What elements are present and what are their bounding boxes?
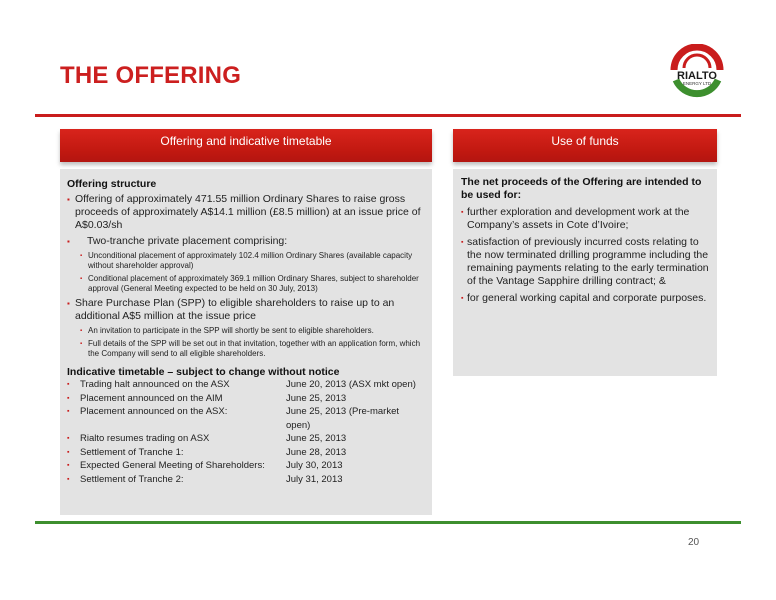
timetable-event: ▪ Rialto resumes trading on ASX — [80, 433, 210, 444]
timetable-event: ▪ Placement announced on the ASX: — [80, 406, 228, 417]
page-number: 20 — [688, 537, 700, 548]
offering-sub-bullet: ▪ Unconditional placement of approximately 102.4 million Ordinary Shares (available capacity without shareholder approval) — [67, 251, 425, 271]
timetable-date: June 25, 2013 — [286, 392, 347, 404]
offering-panel — [60, 169, 432, 515]
offering-bullet: ▪ Two-tranche private placement comprising: — [67, 235, 425, 248]
timetable-event: ▪ Trading halt announced on the ASX — [80, 379, 230, 390]
logo-wordmark: RIALTO — [677, 70, 717, 82]
use-of-funds-panel — [453, 169, 717, 376]
offering-sub-bullet: ▪ Conditional placement of approximately 369.1 million Ordinary Shares, subject to shareholder approval (General Meeting expected to be held on 30 July, 2013) — [67, 274, 425, 294]
timetable-date: July 31, 2013 — [286, 473, 343, 485]
use-of-funds-header: Use of funds — [453, 129, 717, 162]
timetable-date: June 25, 2013 — [286, 433, 347, 444]
timetable-event: ▪ Expected General Meeting of Shareholders: — [80, 460, 265, 471]
timetable-heading: Indicative timetable – subject to change without notice — [67, 366, 340, 378]
offering-timetable-header: Offering and indicative timetable — [60, 129, 432, 162]
timetable-event: ▪ Placement announced on the AIM — [80, 392, 223, 404]
offering-bullet: ▪ Offering of approximately 471.55 million Ordinary Shares to raise gross proceeds of approximately A$14.1 million (£8.5 million) at an issue price of A$0.03/sh — [67, 193, 425, 232]
rialto-logo — [664, 44, 730, 104]
timetable-event: ▪ Settlement of Tranche 1: — [80, 446, 184, 458]
offering-structure-heading: Offering structure — [67, 178, 157, 190]
offering-bullet: ▪ Share Purchase Plan (SPP) to eligible shareholders to raise up to an additional A$5 million at the issue price — [67, 297, 425, 323]
timetable-row — [67, 405, 425, 432]
timetable-row — [67, 473, 425, 487]
timetable-list — [67, 378, 425, 486]
offering-sub-bullet: ▪ An invitation to participate in the SPP will shortly be sent to eligible shareholders. — [67, 326, 425, 336]
timetable-row — [67, 392, 425, 406]
timetable-row — [67, 459, 425, 473]
use-of-funds-bullet: ▪ satisfaction of previously incurred costs relating to the now terminated drilling programme including the remaining payments relating to the early termination of the Vantage Sapphire drilling contract; & — [461, 236, 710, 288]
use-of-funds-heading: The net proceeds of the Offering are intended to be used for: — [461, 176, 702, 201]
timetable-date: June 28, 2013 — [286, 446, 347, 458]
logo-subtitle: ENERGY LTD — [682, 81, 712, 86]
use-of-funds-bullet: ▪ for general working capital and corporate purposes. — [461, 292, 710, 305]
offering-sub-bullet: ▪ Full details of the SPP will be set out in that invitation, together with an application form, which the Company will send to all eligible shareholders. — [67, 339, 425, 359]
header-divider — [35, 114, 741, 117]
timetable-date: June 20, 2013 (ASX mkt open) — [286, 379, 416, 390]
timetable-date: July 30, 2013 — [286, 460, 343, 471]
footer-divider — [35, 521, 741, 524]
timetable-date: June 25, 2013 (Pre-market open) — [286, 406, 400, 431]
slide-title: THE OFFERING — [60, 62, 242, 89]
timetable-row — [67, 378, 425, 392]
timetable-row — [67, 446, 425, 460]
timetable-event: ▪ Settlement of Tranche 2: — [80, 473, 184, 485]
timetable-row — [67, 432, 425, 446]
use-of-funds-bullet: ▪ further exploration and development work at the Company’s assets in Cote d’Ivoire; — [461, 206, 710, 232]
